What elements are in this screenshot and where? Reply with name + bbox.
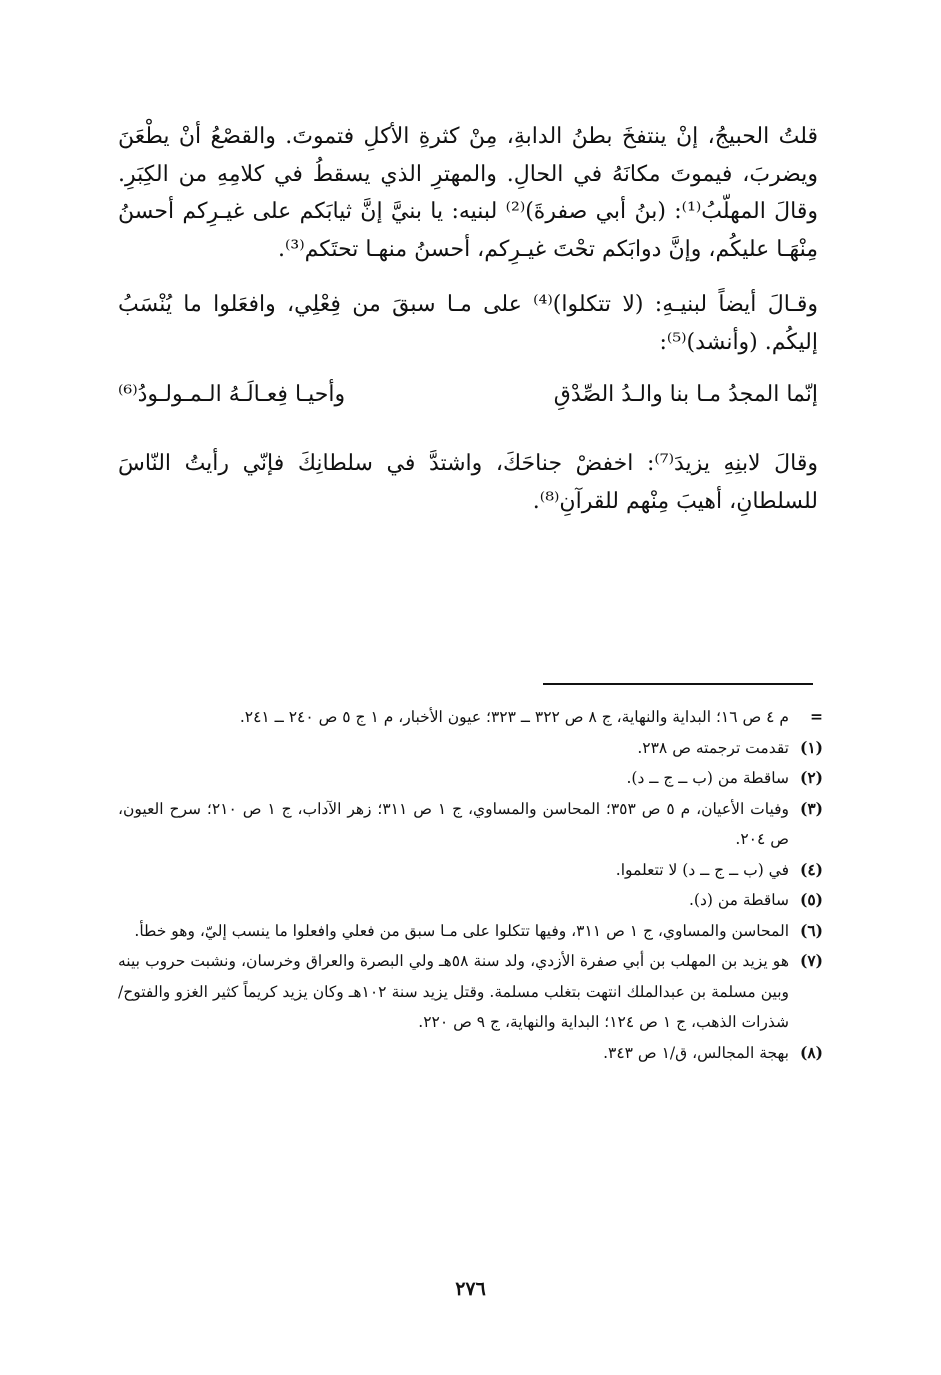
footnote-8 [118, 1038, 823, 1069]
footnote-marker: (٨) [799, 1042, 823, 1062]
footnote-marker: (٥) [799, 890, 823, 909]
footnote-marker: (١) [799, 737, 823, 757]
poetry-verse [118, 375, 818, 415]
footnote-5 [118, 885, 823, 916]
footnote-4 [118, 855, 823, 886]
footnote-text: في (ب ــ ج ــ د) لا تتعلموا. [615, 860, 789, 879]
verse-second-hemistich: وأحيـا فِعـالَـهُ الـمـولـودُ⁽⁶⁾ [118, 382, 346, 407]
footnote-text: هو يزيد بن المهلب بن أبي صفرة الأزدي، ولد سنة ٥٨هـ ولي البصرة والعراق وخرسان، ونشبت حروب بينه وبين مسلمة بن عبدالملك انتهت بتغلب مسلمة. وقتل يزيد سنة ١٠٢هـ وكان يزيد كريماً كثير الغزو والفتوح/ شذرات الذهب، ج ١ ص ١٢٤؛ البداية والنهاية، ج ٩ ص ٢٢٠. [118, 952, 790, 1031]
footnote-marker: (٢) [799, 768, 823, 787]
footnote-marker: (٤) [799, 859, 823, 879]
footnote-text: م ٤ ص ١٦؛ البداية والنهاية، ج ٨ ص ٣٢٢ ــ ٣٢٣؛ عيون الأخبار، م ١ ج ٥ ص ٢٤٠ ــ ٢٤١. [239, 708, 789, 726]
paragraph-2: وقـالَ أيضاً لبنيـهِ: (لا تتكلوا)⁽⁴⁾ على مـا سبقَ من فِعْلِي، وافعَلوا ما يُنْسَبُ إليكُم. (وأنشد)⁽⁵⁾: [118, 292, 818, 355]
footnote-6 [118, 916, 823, 947]
footnote-text: بهجة المجالس، ق/١ ص ٣٤٣. [603, 1043, 789, 1062]
paragraph-1: قلتُ الحبيجُ، إنْ ينتفخَ بطنُ الدابةِ، مِنْ كثرةِ الأكلِ فتموتَ. والقصْعُ أنْ يطْعَنَ ويضربَ، فيموتَ مكانَهُ في الحالِ. والمهترِ الذي يسقطُ في كلامِهِ من الكِبَرِ. وقالَ المهلّبُ⁽¹⁾: (بنُ أبي صفرةَ)⁽²⁾ لبنيه: يا بنيَّ إنَّ ثيابَكم على غيـرِكم أحسنُ مِنْهَـا عليكُم، وإنَّ دوابَكم تحْتَ غيـرِكم، أحسنُ منهـا تحتَكم⁽³⁾. [118, 124, 818, 262]
footnotes [118, 702, 823, 1068]
verse-first-hemistich: إنّما المجدُ مـا بنا والـدُ الصِّدْقِ [553, 382, 818, 407]
footnote-separator [543, 683, 813, 685]
footnote-text: ساقطة من (ب ــ ج ــ د). [626, 769, 789, 787]
footnote-1 [118, 733, 823, 764]
footnote-2 [118, 763, 823, 794]
footnote-marker: (٣) [799, 798, 823, 818]
footnote-7 [118, 946, 823, 1038]
main-text [118, 118, 818, 520]
footnote-3 [118, 794, 823, 855]
footnote-text: المحاسن والمساوي، ج ١ ص ٣١١، وفيها تتكلوا على مـا سبق من فعلي وافعلوا ما ينسب إليّ، وهو خطأ. [134, 921, 789, 940]
footnote-text: تقدمت ترجمته ص ٢٣٨. [637, 738, 789, 757]
page-number: ٢٧٦ [455, 1278, 486, 1300]
footnote-text: وفيات الأعيان، م ٥ ص ٣٥٣؛ المحاسن والمساوي، ج ١ ص ٣١١؛ زهر الآداب، ج ١ ص ٢١٠؛ سرح العيون، ص ٢٠٤. [118, 799, 790, 848]
footnote-text: ساقطة من (د). [688, 891, 789, 909]
paragraph-3: وقالَ لابنِهِ يزيدَ⁽⁷⁾: اخفضْ جناحَكَ، واشتدَّ في سلطانِكَ فإنّي رأيتُ النّاسَ للسلطانِ، أهيبَ مِنْهم للقرآنِ⁽⁸⁾. [118, 451, 818, 514]
footnote-marker: (٧) [799, 951, 823, 970]
footnote-marker: (٦) [799, 920, 823, 940]
footnote-marker: = [810, 707, 823, 726]
footnote-continuation [118, 702, 823, 733]
